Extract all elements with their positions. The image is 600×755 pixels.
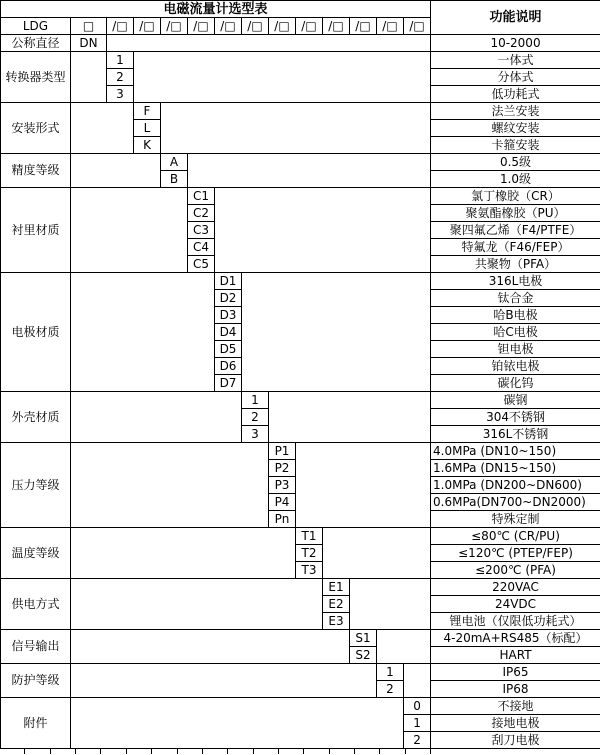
function-cell: 氯丁橡胶（CR） xyxy=(431,188,600,205)
code-cell: F xyxy=(134,103,161,120)
grid-tick xyxy=(0,749,25,754)
grid-tick xyxy=(76,749,101,754)
function-cell: 聚氨酯橡胶（PU） xyxy=(431,205,600,222)
blank-cell xyxy=(377,630,431,664)
function-cell: 聚四氟乙烯（F4/PTFE） xyxy=(431,222,600,239)
function-cell: 刮刀电极 xyxy=(431,732,600,749)
function-cell: 0.5级 xyxy=(431,154,600,171)
function-cell: 锂电池（仅限低功耗式） xyxy=(431,613,600,630)
code-cell: D3 xyxy=(215,307,242,324)
code-cell: 1 xyxy=(242,392,269,409)
code-cell: D6 xyxy=(215,358,242,375)
code-cell: P3 xyxy=(269,477,296,494)
blank-cell xyxy=(71,103,134,154)
code-cell: E2 xyxy=(323,596,350,613)
function-cell: 哈C电极 xyxy=(431,324,600,341)
grid-tick xyxy=(406,749,431,754)
code-cell: 3 xyxy=(107,86,134,103)
category-label: 衬里材质 xyxy=(1,188,71,273)
function-cell: ≤120℃ (PTEP/FEP) xyxy=(431,545,600,562)
model-digit-slot: /□ xyxy=(215,18,242,35)
function-cell: 1.6MPa (DN15~150) xyxy=(431,460,600,477)
function-cell: 10-2000 xyxy=(431,35,600,52)
function-cell: 卡箍安装 xyxy=(431,137,600,154)
grid-tick xyxy=(279,749,304,754)
function-cell: 220VAC xyxy=(431,579,600,596)
blank-cell xyxy=(323,528,431,579)
grid-tick xyxy=(355,749,380,754)
function-cell: ≤200℃ (PFA) xyxy=(431,562,600,579)
category-label: 安装形式 xyxy=(1,103,71,154)
code-cell: 2 xyxy=(377,681,404,698)
model-digit-slot: /□ xyxy=(296,18,323,35)
blank-cell xyxy=(350,579,431,630)
model-digit-slot: /□ xyxy=(377,18,404,35)
function-cell: 24VDC xyxy=(431,596,600,613)
function-cell: 304不锈钢 xyxy=(431,409,600,426)
blank-cell xyxy=(71,154,161,188)
model-digit-slot: /□ xyxy=(161,18,188,35)
category-label: 压力等级 xyxy=(1,443,71,528)
function-cell: 低功耗式 xyxy=(431,86,600,103)
model-digit-slot: /□ xyxy=(242,18,269,35)
code-cell: C1 xyxy=(188,188,215,205)
code-cell: D1 xyxy=(215,273,242,290)
code-cell: 2 xyxy=(404,732,431,749)
code-cell: D7 xyxy=(215,375,242,392)
table-title: 电磁流量计选型表 xyxy=(1,1,431,18)
function-cell: 碳钢 xyxy=(431,392,600,409)
function-cell: 哈B电极 xyxy=(431,307,600,324)
function-cell: 4.0MPa (DN10~150) xyxy=(431,443,600,460)
function-cell: 1.0MPa (DN200~DN600) xyxy=(431,477,600,494)
grid-tick xyxy=(304,749,329,754)
function-cell: 铂铱电极 xyxy=(431,358,600,375)
grid-tick xyxy=(228,749,253,754)
blank-cell xyxy=(161,103,431,154)
category-label: 附件 xyxy=(1,698,71,749)
function-cell: 共聚物（PFA） xyxy=(431,256,600,273)
category-label: 温度等级 xyxy=(1,528,71,579)
code-cell: B xyxy=(161,171,188,188)
code-cell: S1 xyxy=(350,630,377,647)
code-cell: A xyxy=(161,154,188,171)
code-cell: 2 xyxy=(107,69,134,86)
code-cell: K xyxy=(134,137,161,154)
code-cell: T3 xyxy=(296,562,323,579)
code-cell: L xyxy=(134,120,161,137)
blank-cell xyxy=(71,443,269,528)
code-cell: T1 xyxy=(296,528,323,545)
code-cell: 1 xyxy=(107,52,134,69)
blank-cell xyxy=(296,443,431,528)
function-cell: 1.0级 xyxy=(431,171,600,188)
code-cell: C2 xyxy=(188,205,215,222)
grid-tick xyxy=(178,749,203,754)
code-cell: C5 xyxy=(188,256,215,273)
function-cell: 不接地 xyxy=(431,698,600,715)
code-cell: E3 xyxy=(323,613,350,630)
code-cell: 1 xyxy=(377,664,404,681)
function-cell: 特殊定制 xyxy=(431,511,600,528)
code-cell: C3 xyxy=(188,222,215,239)
code-cell: 1 xyxy=(404,715,431,732)
function-cell: 钛合金 xyxy=(431,290,600,307)
category-label: 精度等级 xyxy=(1,154,71,188)
grid-tick-row xyxy=(0,749,431,755)
code-cell: P2 xyxy=(269,460,296,477)
function-cell: 螺纹安装 xyxy=(431,120,600,137)
category-label: 供电方式 xyxy=(1,579,71,630)
grid-tick xyxy=(51,749,76,754)
grid-tick xyxy=(152,749,177,754)
category-label: 电极材质 xyxy=(1,273,71,392)
code-cell: T2 xyxy=(296,545,323,562)
blank-cell xyxy=(71,52,107,103)
grid-tick xyxy=(330,749,355,754)
category-label: 信号输出 xyxy=(1,630,71,664)
function-cell: HART xyxy=(431,647,600,664)
code-cell: S2 xyxy=(350,647,377,664)
model-digit-slot: /□ xyxy=(134,18,161,35)
blank-cell xyxy=(71,273,215,392)
code-cell: 2 xyxy=(242,409,269,426)
function-header: 功能说明 xyxy=(431,1,600,35)
function-cell: 一体式 xyxy=(431,52,600,69)
code-cell: P4 xyxy=(269,494,296,511)
blank-cell xyxy=(71,188,188,273)
blank-cell xyxy=(71,630,350,664)
code-cell: D2 xyxy=(215,290,242,307)
function-cell: 分体式 xyxy=(431,69,600,86)
function-cell: 法兰安装 xyxy=(431,103,600,120)
model-digit-slot: /□ xyxy=(269,18,296,35)
category-label: 公称直径 xyxy=(1,35,71,52)
grid-tick xyxy=(101,749,126,754)
grid-tick xyxy=(203,749,228,754)
code-cell: D5 xyxy=(215,341,242,358)
code-cell: 0 xyxy=(404,698,431,715)
model-digit-box: □ xyxy=(71,18,107,35)
function-cell: 0.6MPa(DN700~DN2000) xyxy=(431,494,600,511)
blank-cell xyxy=(404,664,431,698)
model-digit-slot: /□ xyxy=(323,18,350,35)
blank-cell xyxy=(242,273,431,392)
function-cell: 特氟龙（F46/FEP） xyxy=(431,239,600,256)
function-cell: 4-20mA+RS485（标配） xyxy=(431,630,600,647)
blank-cell xyxy=(71,579,323,630)
blank-cell xyxy=(188,154,431,188)
grid-tick xyxy=(127,749,152,754)
function-cell: 316L电极 xyxy=(431,273,600,290)
category-label: 防护等级 xyxy=(1,664,71,698)
function-cell: 316L不锈钢 xyxy=(431,426,600,443)
model-digit-slot: /□ xyxy=(107,18,134,35)
function-cell: IP65 xyxy=(431,664,600,681)
blank-cell xyxy=(269,392,431,443)
blank-cell xyxy=(71,698,404,749)
code-cell: DN xyxy=(71,35,107,52)
grid-tick xyxy=(25,749,50,754)
function-cell: 接地电极 xyxy=(431,715,600,732)
function-cell: 碳化钨 xyxy=(431,375,600,392)
code-cell: E1 xyxy=(323,579,350,596)
code-cell: D4 xyxy=(215,324,242,341)
function-cell: IP68 xyxy=(431,681,600,698)
code-cell: P1 xyxy=(269,443,296,460)
code-cell: C4 xyxy=(188,239,215,256)
blank-cell xyxy=(215,188,431,273)
grid-tick xyxy=(254,749,279,754)
model-digit-slot: /□ xyxy=(188,18,215,35)
blank-cell xyxy=(71,392,242,443)
grid-tick xyxy=(380,749,405,754)
function-cell: 钽电极 xyxy=(431,341,600,358)
category-label: 外壳材质 xyxy=(1,392,71,443)
code-cell: 3 xyxy=(242,426,269,443)
blank-cell xyxy=(71,664,377,698)
blank-cell xyxy=(107,35,431,52)
code-cell: Pn xyxy=(269,511,296,528)
model-digit-slot: /□ xyxy=(404,18,431,35)
category-label: 转换器类型 xyxy=(1,52,71,103)
model-prefix: LDG xyxy=(1,18,71,35)
function-cell: ≤80℃ (CR/PU) xyxy=(431,528,600,545)
model-digit-slot: /□ xyxy=(350,18,377,35)
blank-cell xyxy=(71,528,296,579)
blank-cell xyxy=(134,52,431,103)
